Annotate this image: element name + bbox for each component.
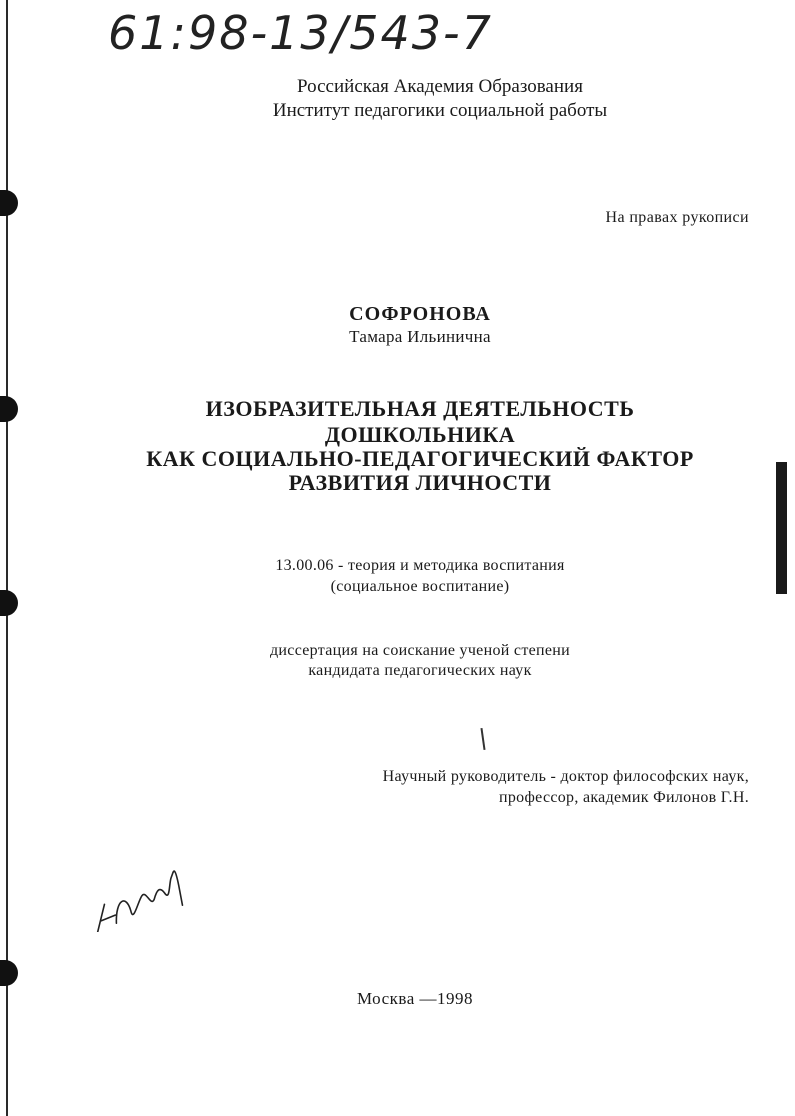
degree-line-1: диссертация на соискание ученой степени — [269, 642, 570, 659]
handwritten-signature — [76, 862, 196, 932]
rights-note: На правах рукописи — [605, 209, 749, 226]
specialty-line-1: 13.00.06 - теория и методика воспитания — [275, 557, 565, 574]
supervisor-line-1: Научный руководитель - доктор философских наук, — [382, 768, 749, 785]
title-line-2: ДОШКОЛЬНИКА — [324, 422, 516, 447]
pen-mark — [480, 728, 485, 750]
author-surname: СОФРОНОВА — [349, 303, 491, 325]
title-line-1: ИЗОБРАЗИТЕЛЬНАЯ ДЕЯТЕЛЬНОСТЬ — [205, 396, 635, 421]
place-and-year: Москва —1998 — [356, 989, 474, 1008]
organization-line-2: Институт педагогики социальной работы — [272, 100, 608, 121]
title-line-3: КАК СОЦИАЛЬНО-ПЕДАГОГИЧЕСКИЙ ФАКТОР — [146, 446, 694, 471]
specialty-line-2: (социальное воспитание) — [330, 578, 510, 595]
author-given-names: Тамара Ильинична — [349, 327, 491, 346]
organization-line-1: Российская Академия Образования — [297, 76, 583, 97]
punch-hole — [0, 960, 18, 986]
handwritten-catalog-number: 61:98-13/543-7 — [108, 6, 493, 60]
supervisor-line-2: профессор, академик Филонов Г.Н. — [499, 789, 749, 806]
punch-hole — [0, 190, 18, 216]
degree-line-2: кандидата педагогических наук — [308, 662, 532, 679]
title-line-4: РАЗВИТИЯ ЛИЧНОСТИ — [288, 470, 552, 495]
